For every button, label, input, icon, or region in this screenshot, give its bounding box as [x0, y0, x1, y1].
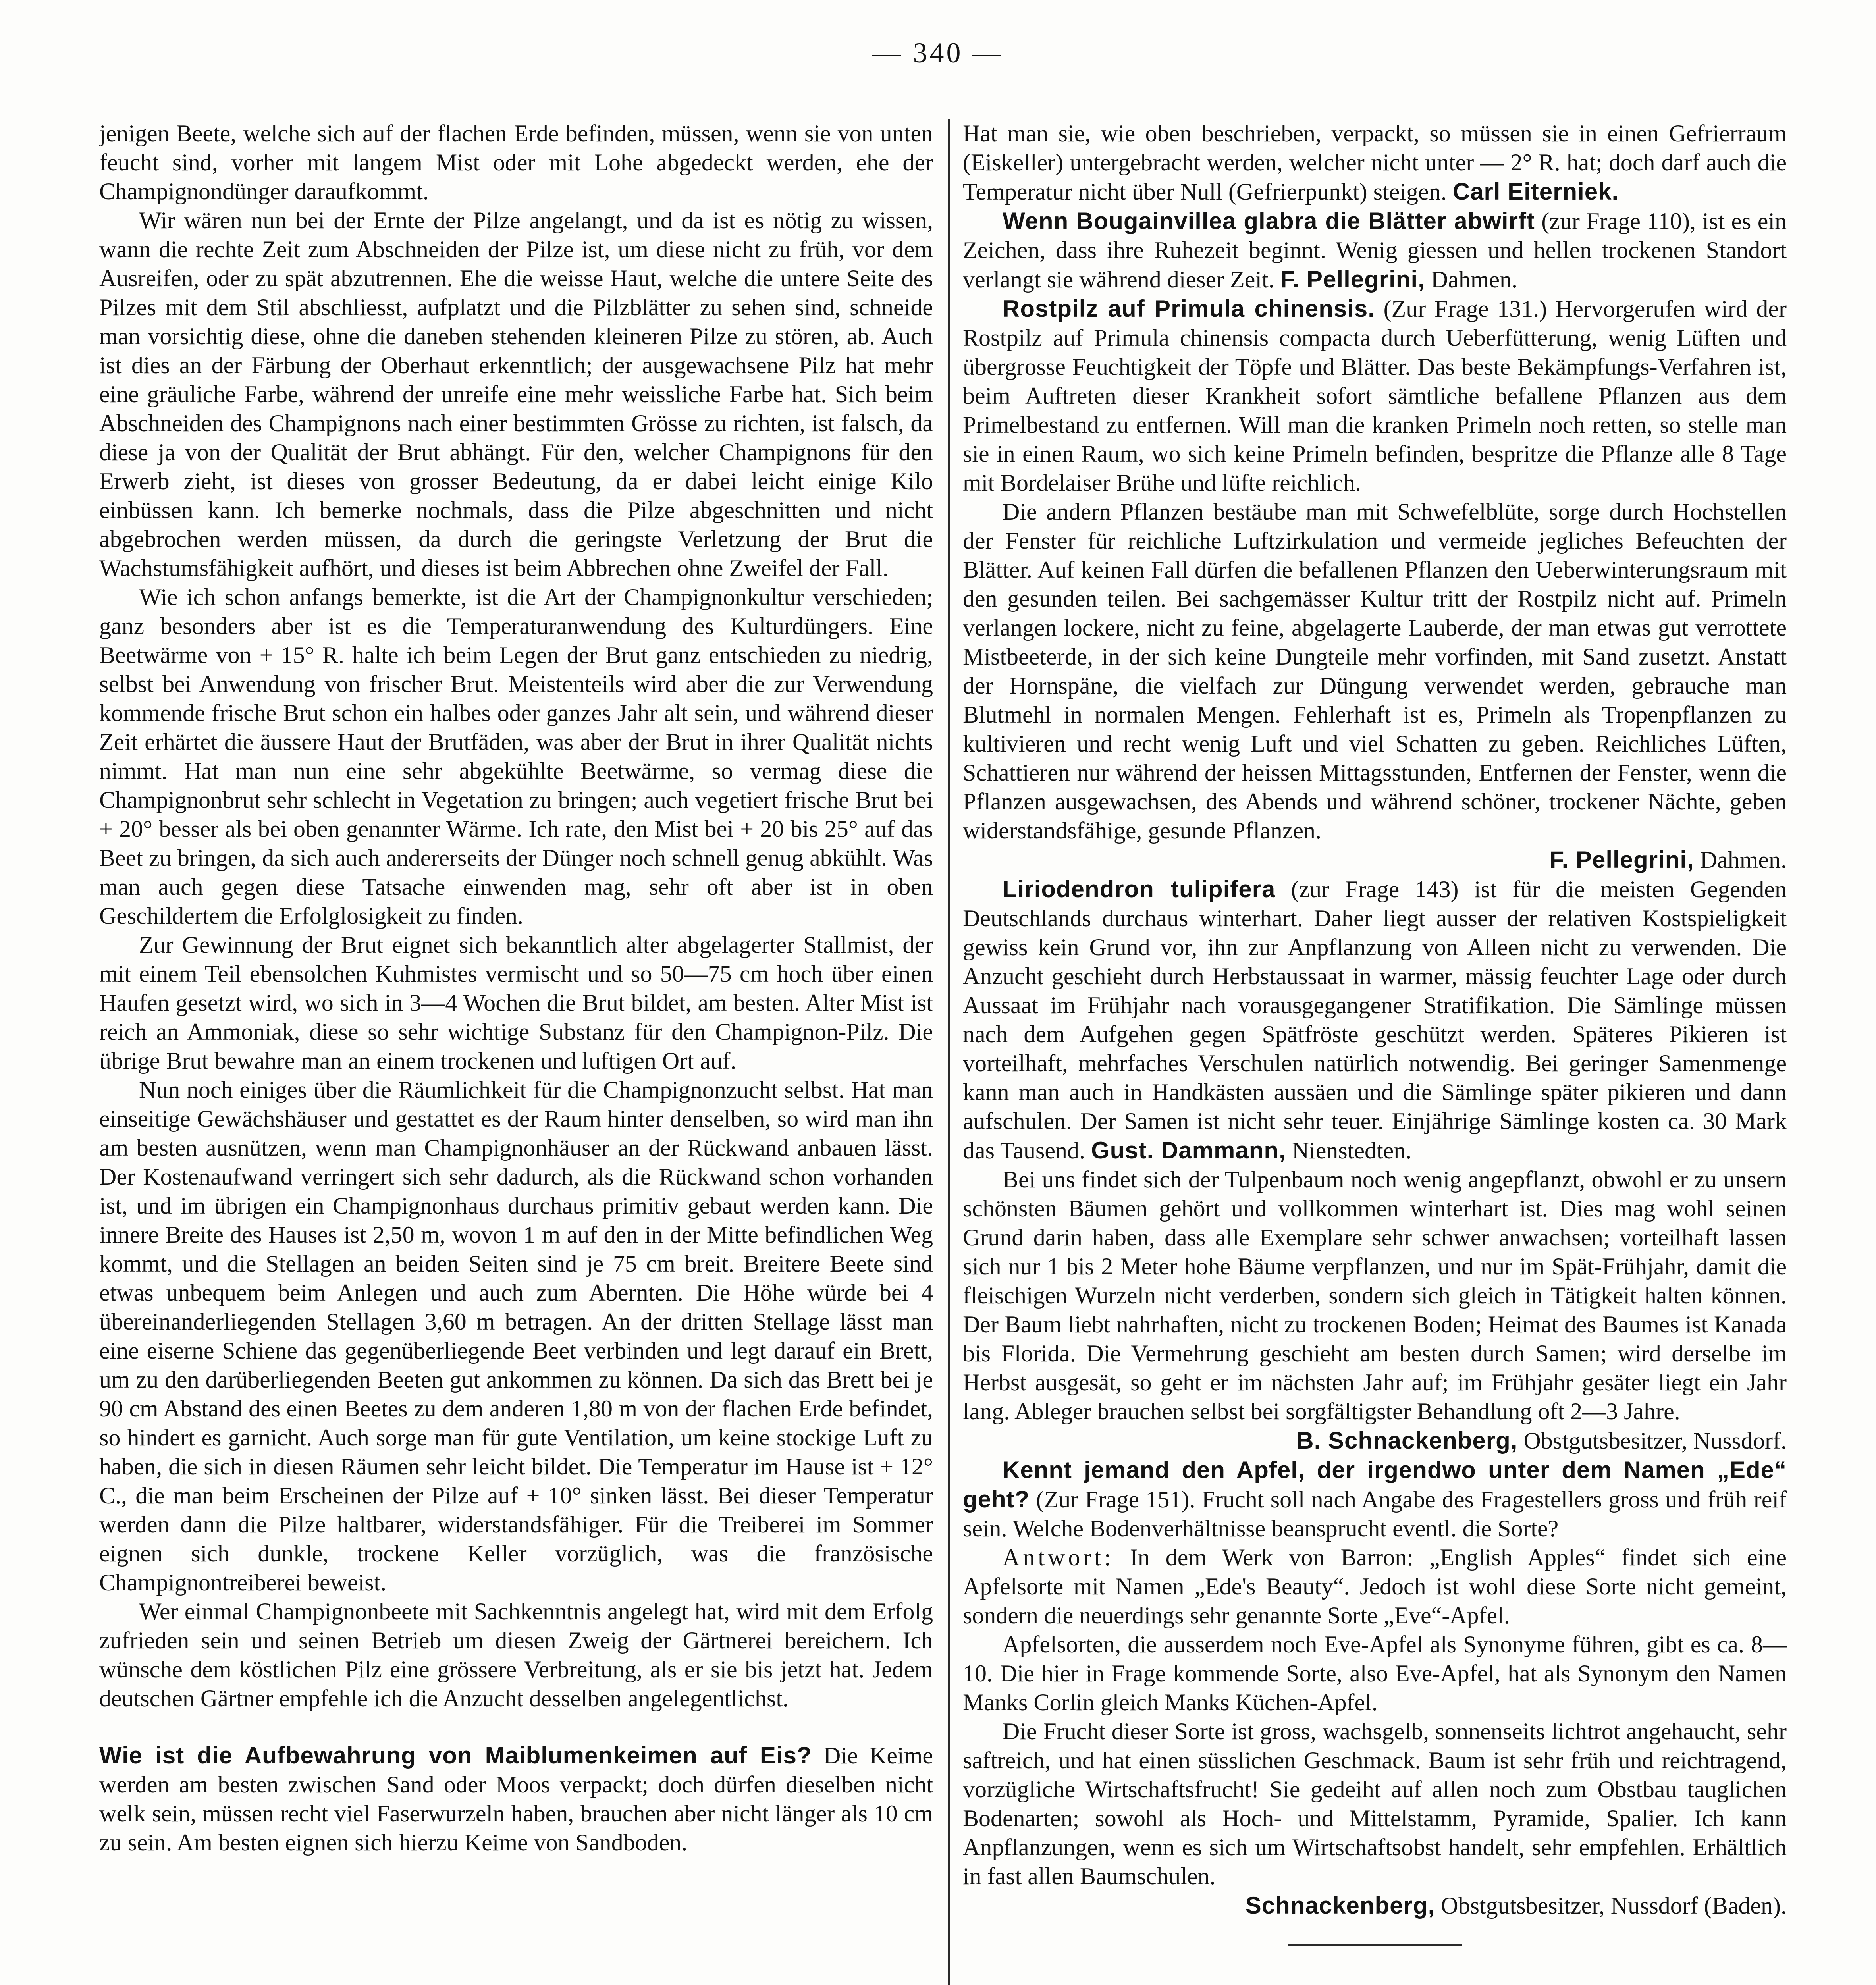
author-place: Obstgutsbesitzer, Nussdorf (Baden).	[1441, 1892, 1787, 1919]
author-signature: Carl Eiterniek.	[1452, 178, 1619, 205]
paragraph: jenigen Beete, welche sich auf der flachen Erde befinden, müssen, wenn sie von unten feucht sind, vorher mit langem Mist oder mit Lohe abgedeckt werden, ehe der Champignondünger daraufkommt.	[99, 120, 933, 204]
author-place: Obstgutsbesitzer, Nussdorf.	[1523, 1428, 1787, 1454]
author-signature: B. Schnackenberg,	[1296, 1427, 1518, 1454]
answer-entry	[963, 206, 1787, 294]
paragraph-text: Die Keime werden am besten zwischen Sand oder Moos verpackt; doch dürfen dieselben nicht welk sein, müssen recht viel Faserwurzeln haben, brauchen aber nicht länger als 10 cm zu sein. Am besten eignen sich hierzu Keime von Sandboden.	[99, 1742, 933, 1856]
author-signature: F. Pellegrini,	[1280, 266, 1425, 293]
author-signature: Gust. Dammann,	[1091, 1137, 1286, 1164]
right-column	[963, 119, 1787, 1985]
paragraph: Wie ich schon anfangs bemerkte, ist die Art der Champignonkultur verschieden; ganz besonders aber ist es die Temperaturanwendung des Kulturdüngers. Eine Beetwärme von + 15° R. halte ich beim Legen der Brut ganz entschieden zu niedrig, selbst bei Anwendung von frischer Brut. Meistenteils wird aber die zur Verwendung kommende frische Brut schon ein halbes oder ganzes Jahr alt sein, und während dieser Zeit erhärtet die äussere Haut der Brutfäden, was aber der Brut in ihrer Qualität nichts nimmt. Hat man nun eine sehr abgekühlte Beetwärme, so vermag diese die Champignonbrut sehr schlecht in Vegetation zu bringen; auch vegetiert frische Brut bei + 20° besser als bei oben genannter Wärme. Ich rate, den Mist bei + 20 bis 25° auf das Beet zu bringen, da sich auch andererseits der Dünger noch schnell genug abkühlt. Was man auch gegen diese Tatsache einwenden mag, sehr oft aber ist in oben Geschildertem die Erfolglosigkeit zu finden.	[99, 584, 933, 929]
paragraph: Wer einmal Champignonbeete mit Sachkenntnis angelegt hat, wird mit dem Erfolg zufrieden sein und seinen Betrieb um diesen Zweig der Gärtnerei bereichern. Ich wünsche dem köstlichen Pilz eine grössere Verbreitung, als er sie bis jetzt hat. Jedem deutschen Gärtner empfehle ich die Anzucht desselben angelegentlichst.	[99, 1598, 933, 1711]
answer-entry	[963, 294, 1787, 497]
paragraph-text: Hat man sie, wie oben beschrieben, verpackt, so müssen sie in einen Gefrierraum (Eiskeller) untergebracht werden, welcher nicht unter — 2° R. hat; doch darf auch die Temperatur nicht über Null (Gefrierpunkt) steigen.	[963, 120, 1787, 205]
paragraph-text: In dem Werk von Barron: „English Apples“ findet sich eine Apfelsorte mit Namen „Ede's Beauty“. Jedoch ist wohl diese Sorte nicht gemeint, sondern die neuerdings sehr genannte Sorte „Eve“-Apfel.	[963, 1544, 1787, 1628]
paragraph-text: (Zur Frage 131.) Hervorgerufen wird der Rostpilz auf Primula chinensis compacta durch Ueberfütterung, wenig Lüften und übergrosse Feuchtigkeit der Töpfe und Blätter. Das beste Bekämpfungs-Verfahren ist, beim Auftreten dieser Krankheit sofort sämtliche befallene Pflanzen aus dem Primelbestand zu entfernen. Will man die kranken Primeln noch retten, so stelle man sie in einen Raum, wo sich keine Primeln befinden, bespritze die Pflanze alle 8 Tage mit Bordelaiser Brühe und lüfte reichlich.	[963, 296, 1787, 496]
author-place: Dahmen.	[1431, 266, 1518, 293]
signature-line	[963, 1891, 1787, 1920]
paragraph-text: (Zur Frage 151). Frucht soll nach Angabe des Fragestellers gross und früh reif sein. Welche Bodenverhältnisse beansprucht eventl. die Sorte?	[963, 1486, 1787, 1542]
author-signature: F. Pellegrini,	[1549, 846, 1694, 873]
end-rule	[1288, 1944, 1462, 1946]
paragraph: Zur Gewinnung der Brut eignet sich bekanntlich alter abgelagerter Stallmist, der mit einem Teil ebensolchen Kuhmistes vermischt und so 50—75 cm hoch über einen Haufen gesetzt wird, wo sich in 3—4 Wochen die Brut bildet, am besten. Alter Mist ist reich an Ammoniak, diese so sehr wichtige Substanz für den Champignon-Pilz. Die übrige Brut bewahre man an einem trockenen und luftigen Ort auf.	[99, 932, 933, 1074]
paragraph-text: (zur Frage 143) ist für die meisten Gegenden Deutschlands durchaus winterhart. Daher liegt ausser der relativen Kostspieligkeit gewiss kein Grund vor, ihn zur Anpflanzung von Alleen nicht zu verwenden. Die Anzucht geschieht durch Herbstaussaat in warmer, mässig feuchter Lage oder durch Aussaat im Frühjahr nach vorausgegangener Stratifikation. Die Sämlinge müssen nach dem Aufgehen gegen Spätfröste geschützt werden. Späteres Pikieren ist vorteilhaft, mehrfaches Verschulen natürlich notwendig. Bei geringer Samenmenge kann man auch in Handkästen aussäen und die Sämlinge später pikieren und dann aufschulen. Der Samen ist nicht sehr teuer. Einjährige Sämlinge kosten ca. 30 Mark das Tausend.	[963, 876, 1787, 1164]
page-number: — 340 —	[872, 37, 1004, 69]
author-signature: Schnackenberg,	[1245, 1892, 1435, 1919]
paragraph: Nun noch einiges über die Räumlichkeit für die Champignonzucht selbst. Hat man einseitige Gewächshäuser und gestattet es der Raum hinter denselben, so wird man ihn am besten ausnützen, wenn man Champignonhäuser an der Rückwand anbauen lässt. Der Kostenaufwand verringert sich sehr dadurch, als die Rückwand schon vorhanden ist, und im übrigen ein Champignonhaus durchaus primitiv gebaut werden kann. Die innere Breite des Hauses ist 2,50 m, wovon 1 m auf den in der Mitte befindlichen Weg kommt, und die Stellagen an beiden Seiten sind je 75 cm breit. Breitere Beete sind etwas unbequem beim Anlegen und auch zum Abernten. Die Höhe würde bei 4 übereinanderliegenden Stellagen 3,60 m betragen. An der dritten Stellage lässt man eine eiserne Schiene das gegenüberliegende Beet verbinden und legt darauf ein Brett, um zu den darüberliegenden Beeten gut ankommen zu können. Da sich das Brett bei je 90 cm Abstand des einen Beetes zu dem anderen 1,80 m von der flachen Erde befindet, so hindert es garnicht. Auch sorge man für gute Ventilation, um keine stockige Luft zu haben, die sich in diesen Räumen sehr leicht bildet. Die Temperatur im Hause ist + 12° C., die man beim Erscheinen der Pilze auf + 10° sinken lässt. Bei dieser Temperatur werden dann die Pilze haltbarer, widerstandsfähiger. Für die Treiberei im Sommer eignen sich dunkle, trockene Keller vorzüglich, was die französische Champignontreiberei beweist.	[99, 1077, 933, 1596]
section-heading: Rostpilz auf Primula chinensis.	[1003, 295, 1375, 322]
answer-entry	[963, 875, 1787, 1165]
signature-line	[963, 845, 1787, 875]
paragraph: Apfelsorten, die ausserdem noch Eve-Apfel als Synonyme führen, gibt es ca. 8—10. Die hier in Frage kommende Sorte, also Eve-Apfel, hat als Synonym den Namen Manks Corlin gleich Manks Küchen-Apfel.	[963, 1631, 1787, 1715]
section-heading: Wenn Bougainvillea glabra die Blätter abwirft	[1003, 208, 1535, 234]
paragraph	[963, 1543, 1787, 1630]
paragraph: Wir wären nun bei der Ernte der Pilze angelangt, und da ist es nötig zu wissen, wann die rechte Zeit zum Abschneiden der Pilze ist, um diese nicht zu früh, vor dem Ausreifen, oder zu spät abzutrennen. Ehe die weisse Haut, welche die untere Seite des Pilzes mit dem Stil abschliesst, aufplatzt und die Pilzblätter zu sehen sind, schneide man vorsichtig diese, ohne die daneben stehenden kleineren Pilze zu stören, ab. Auch ist dies an der Färbung der Oberhaut erkenntlich; der ausgewachsene Pilz hat mehr eine gräuliche Farbe, während der unreife eine mehr weissliche Farbe hat. Sich beim Abschneiden des Champignons nach einer bestimmten Grösse zu richten, ist falsch, da diese ja von der Qualität der Brut abhängt. Für den, welcher Champignons für den Erwerb zieht, ist dieses von grosser Bedeutung, da er dabei leicht einige Kilo einbüssen kann. Ich bemerke nochmals, dass die Pilze abgeschnitten und nicht abgebrochen werden müssen, da durch die geringste Verletzung der Brut die Wachstumsfähigkeit aufhört, und dieses ist beim Abbrechen ohne Zweifel der Fall.	[99, 207, 933, 581]
author-place: Nienstedten.	[1292, 1137, 1412, 1164]
author-place: Dahmen.	[1700, 847, 1787, 873]
paragraph: Die andern Pflanzen bestäube man mit Schwefelblüte, sorge durch Hochstellen der Fenster für reichliche Luftzirkulation und vermeide jegliches Befeuchten der Blätter. Auf keinen Fall dürfen die befallenen Pflanzen den Ueberwinterungsraum mit den gesunden teilen. Bei sachgemässer Kultur tritt der Rostpilz nicht auf. Primeln verlangen lockere, nicht zu feine, abgelagerte Lauberde, der man etwas gut verrottete Mistbeeterde, in der sich keine Dungteile mehr vorfinden, mit Sand zusetzt. Anstatt der Hornspäne, die vielfach zur Düngung verwendet werden, gebrauche man Blutmehl in normalen Mengen. Fehlerhaft ist es, Primeln als Tropenpflanzen zu kultivieren und recht wenig Luft und viel Schatten zu geben. Reichliches Lüften, Schattieren nur während der heissen Mittagsstunden, Entfernen der Fenster, wenn die Pflanzen ausgewachsen, des Abends und während schöner, trockener Nächte, geben widerstandsfähige, gesunde Pflanzen.	[963, 499, 1787, 844]
section-heading: Wie ist die Aufbewahrung von Maiblumenkeimen auf Eis?	[99, 1742, 812, 1769]
answer-entry	[963, 1455, 1787, 1543]
question-entry	[99, 1741, 933, 1857]
left-column	[99, 119, 933, 1985]
paragraph	[963, 119, 1787, 206]
paragraph: Die Frucht dieser Sorte ist gross, wachsgelb, sonnenseits lichtrot angehaucht, sehr saftreich, und hat einen süsslichen Geschmack. Baum ist sehr früh und reichtragend, vorzügliche Wirtschaftsfrucht! Sie gedeiht auf allen noch zum Obstbau tauglichen Bodenarten; sowohl als Hoch- und Mittelstamm, Pyramide, Spalier. Ich kann Anpflanzungen, wenn es sich um Wirtschaftsobst handelt, sehr empfehlen. Erhältlich in fast allen Baumschulen.	[963, 1718, 1787, 1889]
paragraph: Bei uns findet sich der Tulpenbaum noch wenig angepflanzt, obwohl er zu unsern schönsten Bäumen gehört und vollkommen winterhart ist. Dies mag wohl seinen Grund darin haben, dass alle Exemplare sehr schwer anwachsen; vorteilhaft lassen sich nur 1 bis 2 Meter hohe Bäume verpflanzen, und nur im Spät-Frühjahr, damit die fleischigen Wurzeln nicht verderben, sondern sich gleich in Tätigkeit halten können. Der Baum liebt nahrhaften, nicht zu trockenen Boden; Heimat des Baumes ist Kanada bis Florida. Die Vermehrung geschieht am besten durch Samen; wird derselbe im Herbst ausgesät, so geht er im nächsten Jahr auf; im Frühjahr gesäter liegt ein Jahr lang. Ableger brauchen selbst bei sorgfältigster Behandlung oft 2—3 Jahre.	[963, 1166, 1787, 1424]
paragraph-text: (zur Frage 110), ist es ein Zeichen, dass ihre Ruhezeit beginnt. Wenig giessen und hellen trockenen Standort verlangt sie während dieser Zeit.	[963, 208, 1787, 293]
column-divider	[948, 119, 950, 1985]
answer-label: Antwort:	[1003, 1544, 1114, 1571]
signature-line	[963, 1426, 1787, 1455]
section-heading: Kennt jemand den Apfel, der irgendwo unter dem Namen „Ede“ geht?	[963, 1457, 1787, 1513]
section-heading: Liriodendron tulipifera	[1003, 876, 1276, 902]
